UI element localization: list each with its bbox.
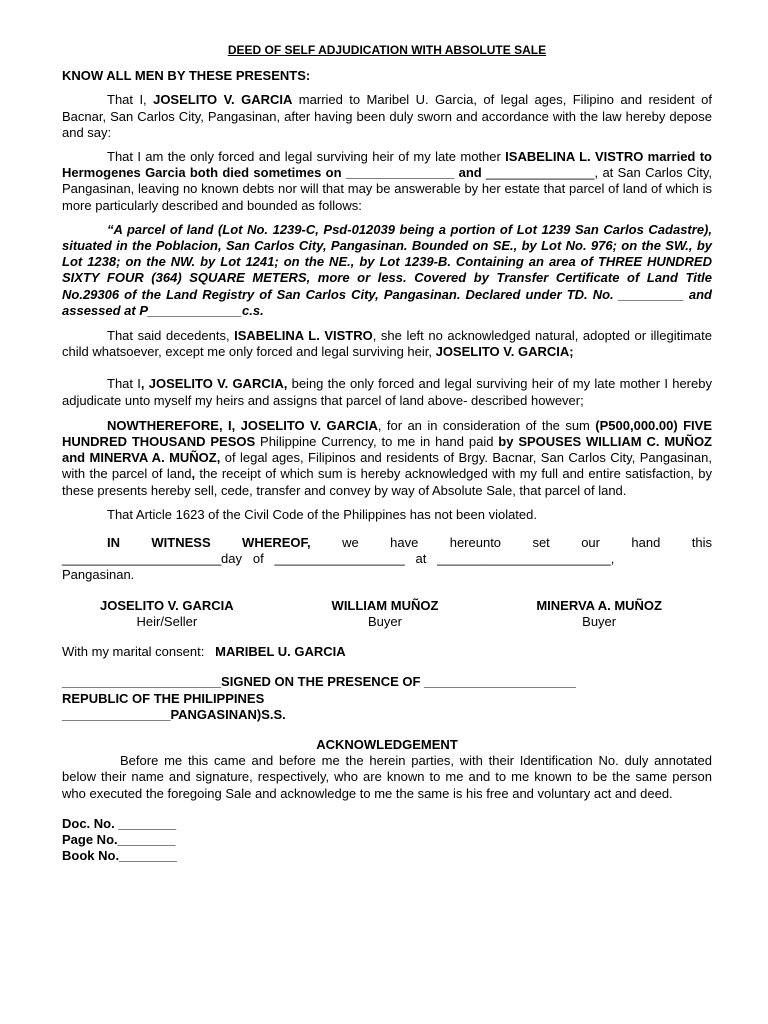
paragraph-adjudication: That I, JOSELITO V. GARCIA, being the only forced and legal surviving heir of my late mother I hereby adjudicate unto myself my heirs and assigns that parcel of land above- described however; <box>62 376 712 408</box>
notarial-register <box>62 816 712 865</box>
doc-number: Doc. No. ________ <box>62 815 177 831</box>
signatory-buyer-2: MINERVA A. MUÑOZ Buyer <box>536 597 662 629</box>
paragraph-affiant: That I, JOSELITO V. GARCIA married to Maribel U. Garcia, of legal ages, Filipino and resident of Bacnar, San Carlos City, Pangasinan, after having been duly sworn and accordance with the law hereby depose and say: <box>62 92 712 140</box>
page-number: Page No.________ <box>62 831 176 847</box>
paragraph-decedent: That said decedents, ISABELINA L. VISTRO, she left no acknowledged natural, adopted or illegitimate child whatsoever, except me only forced and legal surviving heir, JOSELITO V. GARCIA; <box>62 328 712 360</box>
acknowledgement-body: Before me this came and before me the herein parties, with their Identification No. duly annotated below their name and signature, respectively, who are known to me and to me known to be the same person who executed the foregoing Sale and acknowledge to me the same is his free and voluntary act and deed. <box>62 753 712 801</box>
acknowledgement-title: ACKNOWLEDGEMENT <box>316 736 458 752</box>
signatory-seller: JOSELITO V. GARCIA Heir/Seller <box>100 597 234 629</box>
paragraph-article: That Article 1623 of the Civil Code of the Philippines has not been violated. <box>107 506 537 522</box>
marital-consent: With my marital consent: MARIBEL U. GARCIA <box>62 644 346 660</box>
document-title: DEED OF SELF ADJUDICATION WITH ABSOLUTE SALE <box>227 43 547 57</box>
signed-presence-block: ______________________SIGNED ON THE PRESENCE OF _____________________ REPUBLIC OF THE PHILIPPINES _______________PANGASINAN)S.S. <box>62 674 576 722</box>
paragraph-land-description: “A parcel of land (Lot No. 1239-C, Psd-012039 being a portion of Lot 1239 San Carlos Cadastre), situated in the Poblacion, San Carlos City, Pangasinan. Bounded on SE., by Lot No. 976; on the SW., by Lot 1238; on the NW. by Lot 1241; on the NE., by Lot 1239-B. Containing an area of THREE HUNDRED SIXTY FOUR (364) SQUARE METERS, more or less. Covered by Transfer Certificate of Land Title No.29306 of the Land Registry of San Carlos City, Pangasinan. Declared under TD. No. _________ and assessed at P_____________c.s. <box>62 221 712 318</box>
intro-heading: KNOW ALL MEN BY THESE PRESENTS: <box>62 68 311 84</box>
paragraph-heir: That I am the only forced and legal surviving heir of my late mother ISABELINA L. VISTRO married to Hermogenes Garcia both died sometimes on _______________ and _______________, at San Carlos City, Pangasinan, leaving no known debts nor will that may be answerable by her estate that parcel of land of which is more particularly described and bounded as follows: <box>62 149 712 213</box>
witness-place: Pangasinan. <box>62 567 135 583</box>
deed-document <box>62 42 712 864</box>
witness-clause: IN WITNESS WHEREOF, we have hereunto set our hand this ______________________day of __________________ at ________________________, Pangasinan. <box>62 535 712 583</box>
witness-blank-line: ______________________day of __________________ at ________________________, <box>62 551 615 567</box>
signatories-row <box>62 598 712 630</box>
paragraph-sale: NOWTHEREFORE, I, JOSELITO V. GARCIA, for an in consideration of the sum (P500,000.00) FIVE HUNDRED THOUSAND PESOS Philippine Currency, to me in hand paid by SPOUSES WILLIAM C. MUÑOZ and MINERVA A. MUÑOZ, of legal ages, Filipinos and residents of Brgy. Bacnar, San Carlos City, Pangasinan, with the parcel of land, the receipt of which sum is hereby acknowledged with my full and entire satisfaction, by these presents hereby sell, cede, transfer and convey by way of Absolute Sale, that parcel of land. <box>62 417 712 498</box>
signatory-buyer-1: WILLIAM MUÑOZ Buyer <box>331 597 439 629</box>
book-number: Book No.________ <box>62 848 177 864</box>
